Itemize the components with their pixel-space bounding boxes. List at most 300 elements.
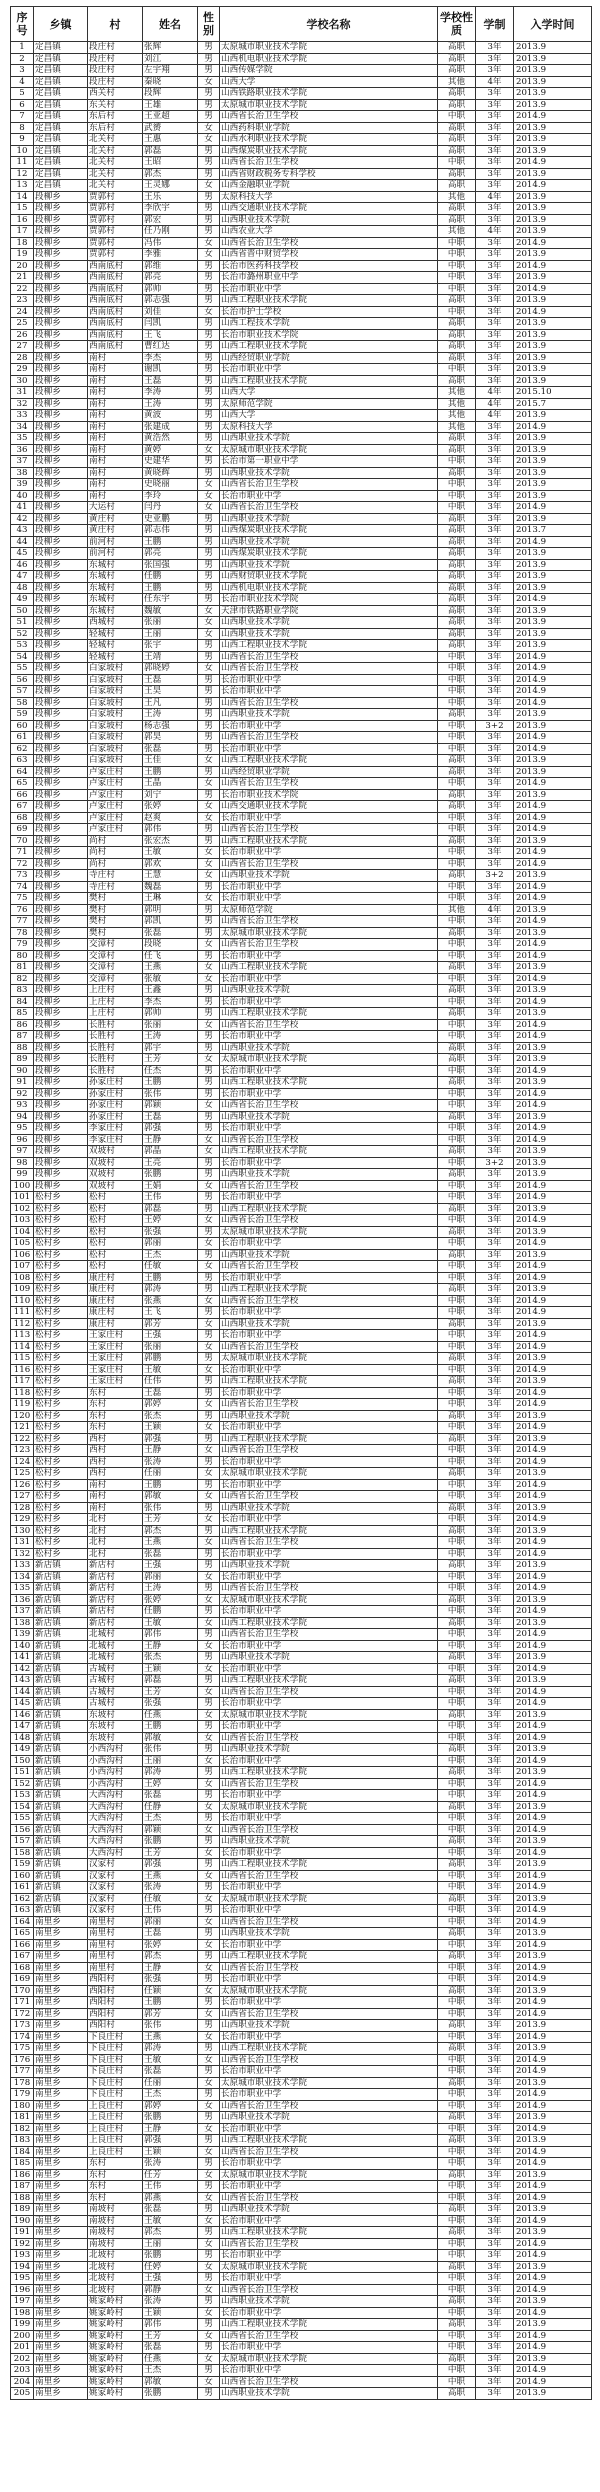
gender-cell: 男 [198, 2296, 220, 2308]
town-cell: 新店镇 [34, 1882, 88, 1894]
town-cell: 定昌镇 [34, 134, 88, 146]
school-type-cell: 高职 [438, 582, 476, 594]
village-cell: 姚家岭村 [88, 2376, 143, 2388]
row-number: 86 [11, 1019, 34, 1031]
school-cell: 山西职业技术学院 [220, 513, 438, 525]
school-cell: 山西省长治卫生学校 [220, 916, 438, 928]
table-row [11, 364, 592, 376]
row-number: 199 [11, 2319, 34, 2331]
length-cell: 3年 [476, 479, 514, 491]
name-cell: 王敏 [143, 847, 198, 859]
school-type-cell: 其他 [438, 76, 476, 88]
village-cell: 下良庄村 [88, 2077, 143, 2089]
gender-cell: 女 [198, 1318, 220, 1330]
table-row [11, 1399, 592, 1411]
school-cell: 山西工程职业技术学院 [220, 1767, 438, 1779]
length-cell: 3年 [476, 617, 514, 629]
village-cell: 南村 [88, 1479, 143, 1491]
town-cell: 南里乡 [34, 2353, 88, 2365]
length-cell: 3年 [476, 1376, 514, 1388]
gender-cell: 男 [198, 42, 220, 54]
school-cell: 长治市职业中学 [220, 1997, 438, 2009]
school-cell: 长治市职业中学 [220, 2089, 438, 2101]
table-row [11, 2158, 592, 2170]
row-number: 101 [11, 1192, 34, 1204]
village-cell: 下良庄村 [88, 2043, 143, 2055]
table-row [11, 513, 592, 525]
gender-cell: 女 [198, 2169, 220, 2181]
gender-cell: 男 [198, 1376, 220, 1388]
school-type-cell: 中职 [438, 1606, 476, 1618]
school-cell: 长治市职业中学 [220, 996, 438, 1008]
village-cell: 汉家村 [88, 1893, 143, 1905]
row-number: 99 [11, 1169, 34, 1181]
enroll-date-cell: 2014.9 [514, 1261, 592, 1273]
school-type-cell: 高职 [438, 1042, 476, 1054]
row-number: 27 [11, 341, 34, 353]
length-cell: 3年 [476, 1709, 514, 1721]
row-number: 71 [11, 847, 34, 859]
school-type-cell: 中职 [438, 2330, 476, 2342]
village-cell: 小西沟村 [88, 1744, 143, 1756]
school-cell: 山西工程职业技术学院 [220, 1008, 438, 1020]
length-cell: 3年 [476, 1180, 514, 1192]
gender-cell: 男 [198, 571, 220, 583]
village-cell: 黄庄村 [88, 513, 143, 525]
name-cell: 郭敏 [143, 1491, 198, 1503]
town-cell: 段柳乡 [34, 548, 88, 560]
enroll-date-cell: 2014.9 [514, 996, 592, 1008]
school-type-cell: 中职 [438, 1031, 476, 1043]
enroll-date-cell: 2014.9 [514, 180, 592, 192]
row-number: 44 [11, 536, 34, 548]
town-cell: 松村乡 [34, 1502, 88, 1514]
length-cell: 3+2 [476, 720, 514, 732]
school-cell: 长治市职业中学 [220, 812, 438, 824]
length-cell: 3年 [476, 525, 514, 537]
village-cell: 新店村 [88, 1606, 143, 1618]
school-type-cell: 高职 [438, 1077, 476, 1089]
school-cell: 长治市职业中学 [220, 2031, 438, 2043]
name-cell: 郭凯 [143, 916, 198, 928]
school-type-cell: 高职 [438, 1859, 476, 1871]
length-cell: 3年 [476, 2089, 514, 2101]
table-row [11, 260, 592, 272]
length-cell: 3年 [476, 2365, 514, 2377]
table-row [11, 755, 592, 767]
enroll-date-cell: 2014.9 [514, 1583, 592, 1595]
school-type-cell: 中职 [438, 1123, 476, 1135]
school-type-cell: 中职 [438, 1790, 476, 1802]
length-cell: 3年 [476, 99, 514, 111]
village-cell: 段庄村 [88, 42, 143, 54]
village-cell: 西村 [88, 1433, 143, 1445]
school-type-cell: 高职 [438, 525, 476, 537]
village-cell: 汉家村 [88, 1882, 143, 1894]
enroll-date-cell: 2014.9 [514, 157, 592, 169]
name-cell: 郭志伟 [143, 525, 198, 537]
row-number: 15 [11, 203, 34, 215]
gender-cell: 男 [198, 1721, 220, 1733]
school-type-cell: 高职 [438, 444, 476, 456]
village-cell: 王家庄村 [88, 1353, 143, 1365]
name-cell: 武赟 [143, 122, 198, 134]
school-type-cell: 高职 [438, 1502, 476, 1514]
school-cell: 长治市职业中学 [220, 1387, 438, 1399]
town-cell: 新店镇 [34, 1606, 88, 1618]
village-cell: 尚村 [88, 858, 143, 870]
name-cell: 郭志强 [143, 295, 198, 307]
enroll-date-cell: 2013.9 [514, 1617, 592, 1629]
town-cell: 段柳乡 [34, 536, 88, 548]
school-type-cell: 中职 [438, 2008, 476, 2020]
village-cell: 双坡村 [88, 1157, 143, 1169]
enroll-date-cell: 2013.9 [514, 1353, 592, 1365]
village-cell: 南村 [88, 352, 143, 364]
town-cell: 南里乡 [34, 2020, 88, 2032]
town-cell: 定昌镇 [34, 180, 88, 192]
gender-cell: 男 [198, 709, 220, 721]
town-cell: 松村乡 [34, 1364, 88, 1376]
village-cell: 西南底村 [88, 272, 143, 284]
length-cell: 3年 [476, 1364, 514, 1376]
name-cell: 张强 [143, 1698, 198, 1710]
enroll-date-cell: 2013.9 [514, 1433, 592, 1445]
name-cell: 张燕 [143, 1295, 198, 1307]
school-type-cell: 高职 [438, 617, 476, 629]
length-cell: 3年 [476, 502, 514, 514]
table-row [11, 743, 592, 755]
table-row [11, 985, 592, 997]
row-number: 168 [11, 1962, 34, 1974]
row-number: 123 [11, 1445, 34, 1457]
name-cell: 左宇翔 [143, 65, 198, 77]
enroll-date-cell: 2013.9 [514, 2261, 592, 2273]
enroll-date-cell: 2014.9 [514, 1387, 592, 1399]
school-cell: 长治市职业中学 [220, 1939, 438, 1951]
name-cell: 王琳 [143, 893, 198, 905]
school-cell: 长治市职业中学 [220, 1847, 438, 1859]
village-cell: 交漳村 [88, 950, 143, 962]
gender-cell: 男 [198, 1088, 220, 1100]
school-type-cell: 中职 [438, 1514, 476, 1526]
village-cell: 卢家庄村 [88, 812, 143, 824]
table-row [11, 548, 592, 560]
enroll-date-cell: 2013.9 [514, 2296, 592, 2308]
enroll-date-cell: 2013.9 [514, 1203, 592, 1215]
table-row [11, 1364, 592, 1376]
village-cell: 南村 [88, 1502, 143, 1514]
gender-cell: 女 [198, 1100, 220, 1112]
enroll-date-cell: 2014.9 [514, 1686, 592, 1698]
enroll-date-cell: 2013.9 [514, 168, 592, 180]
town-cell: 南里乡 [34, 1928, 88, 1940]
gender-cell: 女 [198, 1939, 220, 1951]
school-type-cell: 中职 [438, 1422, 476, 1434]
length-cell: 3年 [476, 180, 514, 192]
town-cell: 松村乡 [34, 1399, 88, 1411]
row-number: 24 [11, 306, 34, 318]
school-type-cell: 高职 [438, 467, 476, 479]
gender-cell: 男 [198, 1836, 220, 1848]
enroll-date-cell: 2014.9 [514, 893, 592, 905]
row-number: 83 [11, 985, 34, 997]
school-type-cell: 中职 [438, 2089, 476, 2101]
name-cell: 郭芳 [143, 1318, 198, 1330]
village-cell: 上良庄村 [88, 2146, 143, 2158]
town-cell: 段柳乡 [34, 191, 88, 203]
length-cell: 3年 [476, 985, 514, 997]
name-cell: 王敏 [143, 2215, 198, 2227]
table-row [11, 306, 592, 318]
name-cell: 王强 [143, 1330, 198, 1342]
length-cell: 3年 [476, 2123, 514, 2135]
enroll-date-cell: 2014.9 [514, 1238, 592, 1250]
town-cell: 南里乡 [34, 2066, 88, 2078]
table-row [11, 318, 592, 330]
row-number: 194 [11, 2261, 34, 2273]
town-cell: 新店镇 [34, 1675, 88, 1687]
town-cell: 段柳乡 [34, 674, 88, 686]
town-cell: 松村乡 [34, 1376, 88, 1388]
table-row [11, 927, 592, 939]
school-type-cell: 高职 [438, 594, 476, 606]
village-cell: 东村 [88, 2181, 143, 2193]
village-cell: 上良庄村 [88, 2135, 143, 2147]
village-cell: 西阳村 [88, 1985, 143, 1997]
town-cell: 段柳乡 [34, 939, 88, 951]
village-cell: 松村 [88, 1203, 143, 1215]
school-cell: 山西工程职业技术学院 [220, 2319, 438, 2331]
name-cell: 郭敏 [143, 2376, 198, 2388]
gender-cell: 男 [198, 364, 220, 376]
enroll-date-cell: 2013.9 [514, 1077, 592, 1089]
enroll-date-cell: 2013.9 [514, 490, 592, 502]
enroll-date-cell: 2013.9 [514, 53, 592, 65]
gender-cell: 男 [198, 824, 220, 836]
name-cell: 郭杰 [143, 1525, 198, 1537]
row-number: 39 [11, 479, 34, 491]
school-type-cell: 中职 [438, 272, 476, 284]
school-type-cell: 高职 [438, 1893, 476, 1905]
table-row [11, 2238, 592, 2250]
town-cell: 松村乡 [34, 1318, 88, 1330]
table-row [11, 1675, 592, 1687]
gender-cell: 男 [198, 2089, 220, 2101]
enroll-date-cell: 2014.9 [514, 1962, 592, 1974]
town-cell: 松村乡 [34, 1272, 88, 1284]
town-cell: 南里乡 [34, 2227, 88, 2239]
table-row [11, 490, 592, 502]
row-number: 59 [11, 709, 34, 721]
school-type-cell: 中职 [438, 1997, 476, 2009]
gender-cell: 男 [198, 2273, 220, 2285]
gender-cell: 男 [198, 2342, 220, 2354]
town-cell: 段柳乡 [34, 260, 88, 272]
school-type-cell: 高职 [438, 42, 476, 54]
village-cell: 北坡村 [88, 2273, 143, 2285]
school-type-cell: 高职 [438, 571, 476, 583]
village-cell: 下良庄村 [88, 2031, 143, 2043]
name-cell: 郭颖 [143, 1824, 198, 1836]
town-cell: 新店镇 [34, 1721, 88, 1733]
village-cell: 长胜村 [88, 1054, 143, 1066]
town-cell: 段柳乡 [34, 1077, 88, 1089]
table-row [11, 916, 592, 928]
town-cell: 定昌镇 [34, 111, 88, 123]
table-row [11, 1583, 592, 1595]
enroll-date-cell: 2014.9 [514, 1330, 592, 1342]
row-number: 16 [11, 214, 34, 226]
school-type-cell: 中职 [438, 260, 476, 272]
row-number: 165 [11, 1928, 34, 1940]
length-cell: 3年 [476, 1215, 514, 1227]
length-cell: 3年 [476, 214, 514, 226]
table-row [11, 1077, 592, 1089]
name-cell: 郭晶 [143, 1146, 198, 1158]
name-cell: 史晓丽 [143, 479, 198, 491]
village-cell: 樊村 [88, 927, 143, 939]
name-cell: 郭静 [143, 2284, 198, 2296]
gender-cell: 男 [198, 145, 220, 157]
length-cell: 3年 [476, 157, 514, 169]
name-cell: 郭伟 [143, 824, 198, 836]
length-cell: 3年 [476, 1330, 514, 1342]
school-type-cell: 高职 [438, 180, 476, 192]
name-cell: 王芳 [143, 1054, 198, 1066]
school-type-cell: 中职 [438, 1629, 476, 1641]
enroll-date-cell: 2014.9 [514, 2146, 592, 2158]
enroll-date-cell: 2013.9 [514, 42, 592, 54]
school-type-cell: 中职 [438, 1824, 476, 1836]
name-cell: 张强 [143, 1226, 198, 1238]
school-type-cell: 高职 [438, 985, 476, 997]
school-cell: 太原城市职业技术学院 [220, 927, 438, 939]
school-cell: 山西铁路职业技术学院 [220, 88, 438, 100]
name-cell: 郭宏 [143, 214, 198, 226]
gender-cell: 女 [198, 778, 220, 790]
enroll-date-cell: 2013.9 [514, 1111, 592, 1123]
name-cell: 任敏 [143, 1893, 198, 1905]
school-cell: 山西省长治卫生学校 [220, 2100, 438, 2112]
school-type-cell: 高职 [438, 1433, 476, 1445]
gender-cell: 男 [198, 88, 220, 100]
town-cell: 南里乡 [34, 2169, 88, 2181]
enroll-date-cell: 2014.9 [514, 1870, 592, 1882]
enroll-date-cell: 2013.9 [514, 1652, 592, 1664]
gender-cell: 男 [198, 720, 220, 732]
school-cell: 长治市职业中学 [220, 1905, 438, 1917]
school-type-cell: 中职 [438, 1698, 476, 1710]
school-cell: 山西省长治卫生学校 [220, 1870, 438, 1882]
row-number: 91 [11, 1077, 34, 1089]
row-number: 181 [11, 2112, 34, 2124]
village-cell: 北坡村 [88, 2250, 143, 2262]
enroll-date-cell: 2014.9 [514, 2181, 592, 2193]
school-type-cell: 中职 [438, 157, 476, 169]
town-cell: 段柳乡 [34, 847, 88, 859]
enroll-date-cell: 2013.9 [514, 582, 592, 594]
header-row [11, 7, 592, 42]
name-cell: 王静 [143, 2123, 198, 2135]
school-cell: 长治市职业中学 [220, 1882, 438, 1894]
school-cell: 山西工程职业技术学院 [220, 1525, 438, 1537]
table-row [11, 2146, 592, 2158]
gender-cell: 女 [198, 1146, 220, 1158]
enroll-date-cell: 2014.9 [514, 1997, 592, 2009]
enroll-date-cell: 2013.9 [514, 870, 592, 882]
town-cell: 段柳乡 [34, 743, 88, 755]
gender-cell: 男 [198, 1123, 220, 1135]
name-cell: 任鹏 [143, 1606, 198, 1618]
row-number: 52 [11, 628, 34, 640]
length-cell: 3年 [476, 2261, 514, 2273]
enroll-date-cell: 2014.9 [514, 1663, 592, 1675]
village-cell: 康庄村 [88, 1272, 143, 1284]
enroll-date-cell: 2014.9 [514, 237, 592, 249]
table-row [11, 1686, 592, 1698]
town-cell: 段柳乡 [34, 559, 88, 571]
village-cell: 松村 [88, 1261, 143, 1273]
school-cell: 山西机电职业技术学院 [220, 582, 438, 594]
enroll-date-cell: 2013.9 [514, 927, 592, 939]
length-cell: 3年 [476, 858, 514, 870]
row-number: 4 [11, 76, 34, 88]
length-cell: 3年 [476, 1870, 514, 1882]
school-cell: 长治市职业技术学院 [220, 594, 438, 606]
enroll-date-cell: 2014.9 [514, 306, 592, 318]
gender-cell: 男 [198, 1583, 220, 1595]
name-cell: 张婷 [143, 1594, 198, 1606]
gender-cell: 男 [198, 674, 220, 686]
row-number: 20 [11, 260, 34, 272]
header-village: 村 [88, 7, 143, 42]
gender-cell: 男 [198, 1882, 220, 1894]
enroll-date-cell: 2013.9 [514, 2169, 592, 2181]
enroll-date-cell: 2014.9 [514, 847, 592, 859]
town-cell: 松村乡 [34, 1203, 88, 1215]
school-cell: 山西省长治卫生学校 [220, 1399, 438, 1411]
village-cell: 双坡村 [88, 1180, 143, 1192]
table-row [11, 76, 592, 88]
row-number: 196 [11, 2284, 34, 2296]
school-cell: 山西工程职业技术学院 [220, 755, 438, 767]
length-cell: 3年 [476, 1732, 514, 1744]
gender-cell: 女 [198, 1445, 220, 1457]
name-cell: 张辉 [143, 42, 198, 54]
school-cell: 山西省长治卫生学校 [220, 1732, 438, 1744]
length-cell: 3年 [476, 283, 514, 295]
village-cell: 贾郭村 [88, 226, 143, 238]
town-cell: 段柳乡 [34, 513, 88, 525]
village-cell: 西南底村 [88, 329, 143, 341]
enroll-date-cell: 2013.9 [514, 1468, 592, 1480]
name-cell: 张杰 [143, 1410, 198, 1422]
name-cell: 王伟 [143, 2181, 198, 2193]
school-cell: 山西职业技术学院 [220, 709, 438, 721]
school-cell: 山西职业技术学院 [220, 1836, 438, 1848]
table-row [11, 1008, 592, 1020]
name-cell: 张敏 [143, 973, 198, 985]
school-type-cell: 高职 [438, 1836, 476, 1848]
name-cell: 郭颖 [143, 1100, 198, 1112]
school-type-cell: 高职 [438, 2388, 476, 2400]
gender-cell: 男 [198, 433, 220, 445]
row-number: 160 [11, 1870, 34, 1882]
school-type-cell: 中职 [438, 1019, 476, 1031]
row-number: 53 [11, 640, 34, 652]
row-number: 172 [11, 2008, 34, 2020]
